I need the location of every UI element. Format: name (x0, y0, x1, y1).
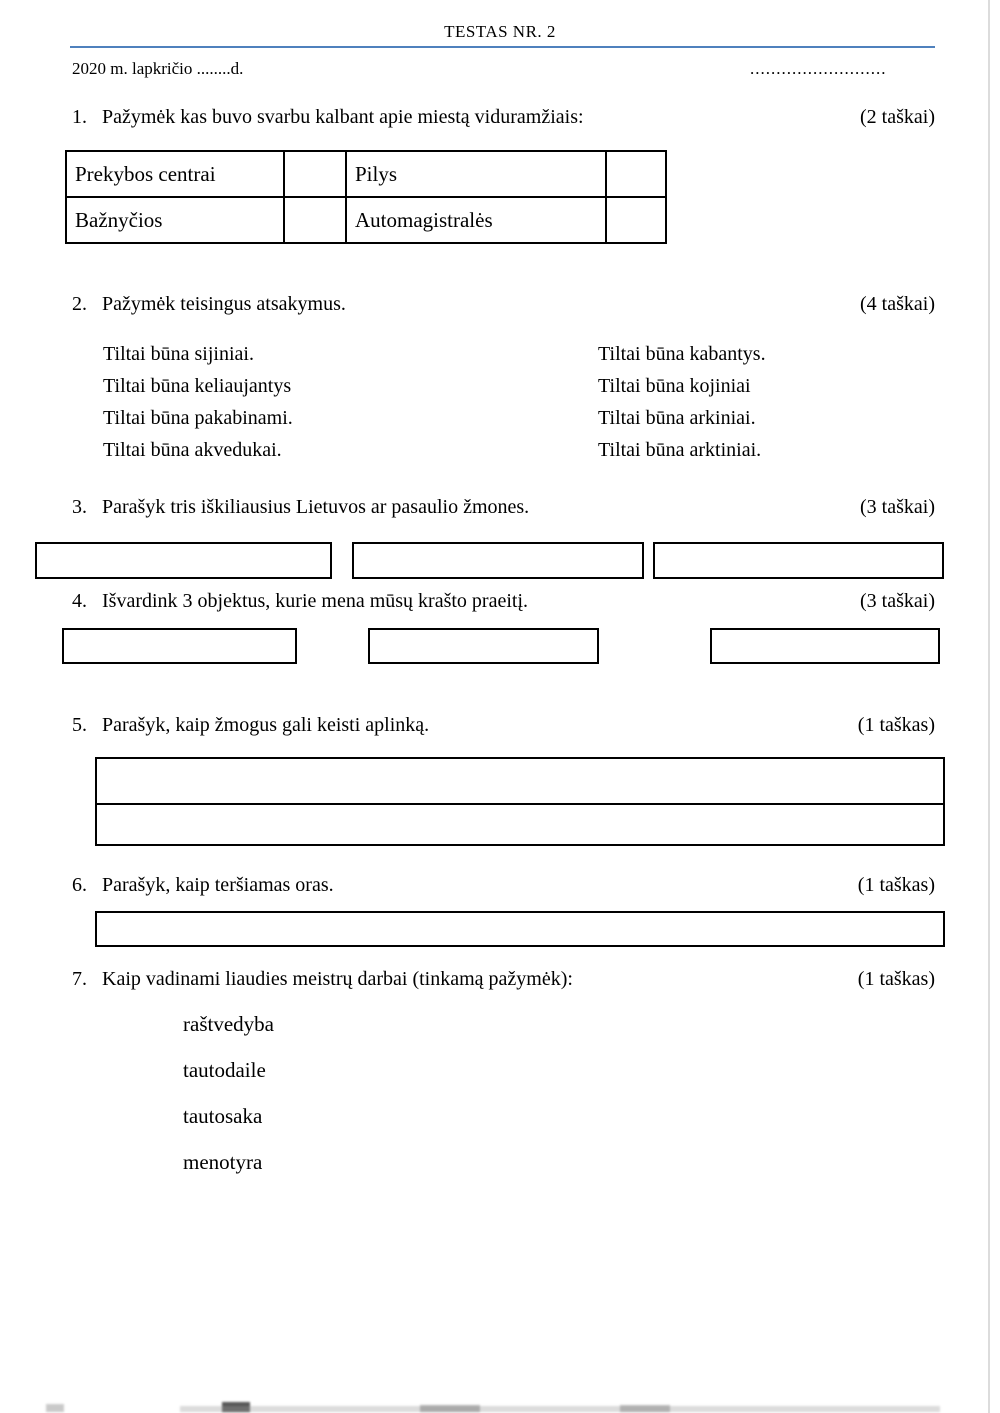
q4-number: 4. (72, 590, 87, 612)
page-edge-artifact (180, 1406, 940, 1412)
q6-number: 6. (72, 874, 87, 896)
q7-option[interactable]: raštvedyba (183, 1012, 274, 1036)
q4-answer-box[interactable] (710, 628, 940, 664)
q2-option[interactable]: Tiltai būna sijiniai. (103, 343, 254, 365)
date-line: 2020 m. lapkričio ........d. (72, 59, 244, 78)
q2-text: Pažymėk teisingus atsakymus. (102, 293, 346, 315)
q3-number: 3. (72, 496, 87, 518)
q5-number: 5. (72, 714, 87, 736)
q3-heading (72, 496, 529, 519)
q2-points: (4 taškai) (860, 293, 935, 315)
q2-heading (72, 293, 346, 316)
q7-points: (1 taškas) (857, 968, 935, 990)
answer-box-divider (95, 803, 945, 805)
q4-answer-box[interactable] (62, 628, 297, 664)
q4-text: Išvardink 3 objektus, kurie mena mūsų krašto praeitį. (102, 590, 529, 612)
q3-answer-box[interactable] (35, 542, 332, 579)
header-divider (70, 46, 935, 48)
q4-points: (3 taškai) (860, 590, 935, 612)
q2-option[interactable]: Tiltai būna arkiniai. (598, 407, 756, 429)
page-edge-artifact (420, 1405, 480, 1412)
table-row (66, 151, 666, 197)
q1-option-label: Pilys (346, 151, 606, 197)
q7-text: Kaip vadinami liaudies meistrų darbai (tinkamą pažymėk): (102, 968, 573, 990)
q1-checkbox-cell[interactable] (606, 197, 666, 243)
q2-options-right (598, 338, 766, 466)
q2-option[interactable]: Tiltai būna kojiniai (598, 375, 751, 397)
q1-answer-table (65, 150, 667, 244)
q3-answer-box[interactable] (653, 542, 944, 579)
q3-points: (3 taškai) (860, 496, 935, 518)
q1-option-label: Bažnyčios (66, 197, 284, 243)
q1-number: 1. (72, 106, 87, 128)
q7-option[interactable]: menotyra (183, 1150, 263, 1174)
q2-number: 2. (72, 293, 87, 315)
q2-option[interactable]: Tiltai būna akvedukai. (103, 439, 282, 461)
page-title: TESTAS NR. 2 (444, 22, 556, 41)
q1-option-label: Prekybos centrai (66, 151, 284, 197)
q7-option[interactable]: tautodaile (183, 1058, 266, 1082)
q1-text: Pažymėk kas buvo svarbu kalbant apie miestą viduramžiais: (102, 106, 584, 128)
q2-option[interactable]: Tiltai būna keliaujantys (103, 375, 292, 397)
name-dots-line: .......................... (750, 59, 887, 78)
q1-heading (72, 106, 584, 129)
q1-checkbox-cell[interactable] (284, 151, 346, 197)
page-edge-artifact (46, 1404, 64, 1412)
q1-checkbox-cell[interactable] (284, 197, 346, 243)
q4-heading (72, 590, 528, 613)
q7-option[interactable]: tautosaka (183, 1104, 263, 1128)
q3-answer-box[interactable] (352, 542, 644, 579)
q2-option[interactable]: Tiltai būna arktiniai. (598, 439, 762, 461)
q2-option[interactable]: Tiltai būna kabantys. (598, 343, 766, 365)
q3-text: Parašyk tris iškiliausius Lietuvos ar pasaulio žmones. (102, 496, 530, 518)
q5-heading (72, 714, 429, 737)
q4-answer-box[interactable] (368, 628, 599, 664)
q6-points: (1 taškas) (857, 874, 935, 896)
q1-checkbox-cell[interactable] (606, 151, 666, 197)
q2-options-left (103, 338, 293, 466)
page-edge-artifact (620, 1405, 670, 1412)
q1-option-label: Automagistralės (346, 197, 606, 243)
q6-answer-box[interactable] (95, 911, 945, 947)
q5-points: (1 taškas) (857, 714, 935, 736)
q2-option[interactable]: Tiltai būna pakabinami. (103, 407, 293, 429)
q7-number: 7. (72, 968, 87, 990)
q5-answer-box[interactable] (95, 757, 945, 846)
scan-edge-line (988, 0, 990, 1413)
q6-heading (72, 874, 334, 897)
q1-points: (2 taškai) (860, 106, 935, 128)
q5-text: Parašyk, kaip žmogus gali keisti aplinką. (102, 714, 430, 736)
table-row (66, 197, 666, 243)
q6-text: Parašyk, kaip teršiamas oras. (102, 874, 334, 896)
q7-heading (72, 968, 573, 991)
